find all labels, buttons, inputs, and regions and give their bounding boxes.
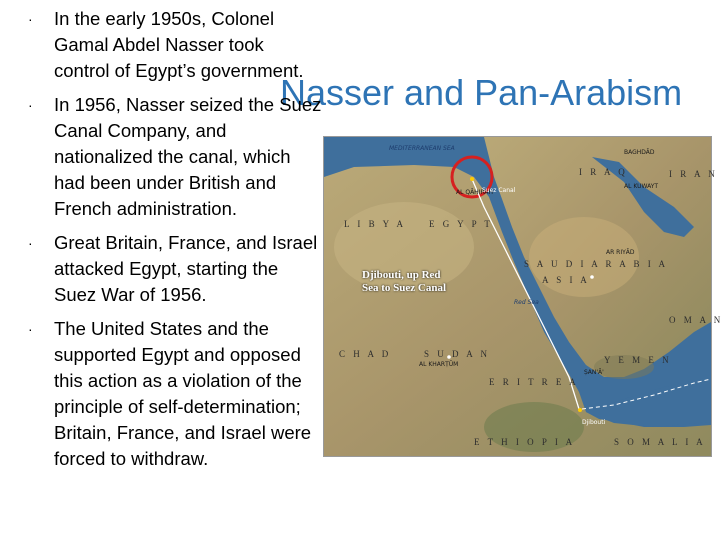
label-iran: I R A N: [669, 169, 718, 179]
label-suez-canal: Suez Canal: [482, 187, 516, 194]
label-eritrea: E R I T R E A: [489, 377, 579, 387]
label-libya: L I B Y A: [344, 219, 406, 229]
label-mediterranean: MEDITERRANEAN SEA: [389, 145, 455, 152]
label-saudi-arabia: S A U D I A R A B I A: [524, 259, 669, 269]
bullet-item: [24, 92, 324, 222]
city-marker: [578, 408, 582, 412]
slide-title: Nasser and Pan-Arabism: [280, 72, 683, 113]
city-marker: [470, 177, 474, 181]
label-red-sea: Red Sea: [514, 299, 539, 306]
bullet-item: [24, 316, 324, 472]
bullet-text: The United States and the supported Egypt and opposed this action as a violation of the principle of self-determination; Britain, France, and Israel were forced to withdraw.: [54, 318, 312, 469]
label-asia: A S I A: [542, 275, 590, 285]
label-chad: C H A D: [339, 349, 392, 359]
label-al-khartum: AL KHARṬŪM: [419, 361, 459, 368]
bullet-marker: ·: [28, 235, 33, 251]
label-ethiopia: E T H I O P I A: [474, 437, 576, 447]
label-ar-riyad: AR RIYĀD: [606, 249, 635, 256]
label-sanaa: ṢAN'Ā': [584, 369, 604, 376]
bullet-text: In 1956, Nasser seized the Suez Canal Company, and nationalized the canal, which had been under British and French administration.: [54, 94, 322, 219]
bullet-marker: ·: [28, 97, 33, 113]
label-sudan: S U D A N: [424, 349, 491, 359]
bullet-item: [24, 6, 304, 84]
label-baghdad: BAGHDĀD: [624, 149, 655, 156]
label-oman: O M A N: [669, 315, 723, 325]
bullet-item: [24, 230, 324, 308]
label-cairo: AL QĀHIRAH: [456, 189, 494, 196]
label-iraq: I R A Q: [579, 167, 628, 177]
bullet-list: [24, 6, 324, 480]
bullet-text: Great Britain, France, and Israel attacked Egypt, starting the Suez War of 1956.: [54, 232, 318, 305]
bullet-marker: ·: [28, 11, 33, 27]
bullet-text: In the early 1950s, Colonel Gamal Abdel Nasser took control of Egypt’s government.: [54, 8, 304, 81]
arabia-tint: [529, 217, 639, 297]
label-yemen: Y E M E N: [604, 355, 672, 365]
label-egypt: E G Y P T: [429, 219, 493, 229]
map-caption: Djibouti, up Red Sea to Suez Canal: [362, 269, 447, 294]
bullet-marker: ·: [28, 321, 33, 337]
label-somalia: S O M A L I A: [614, 437, 706, 447]
label-djibouti: Djibouti: [582, 419, 606, 426]
city-marker: [590, 275, 594, 279]
middle-east-map: [323, 136, 723, 457]
label-al-kuwayt: AL KUWAYT: [624, 183, 659, 190]
